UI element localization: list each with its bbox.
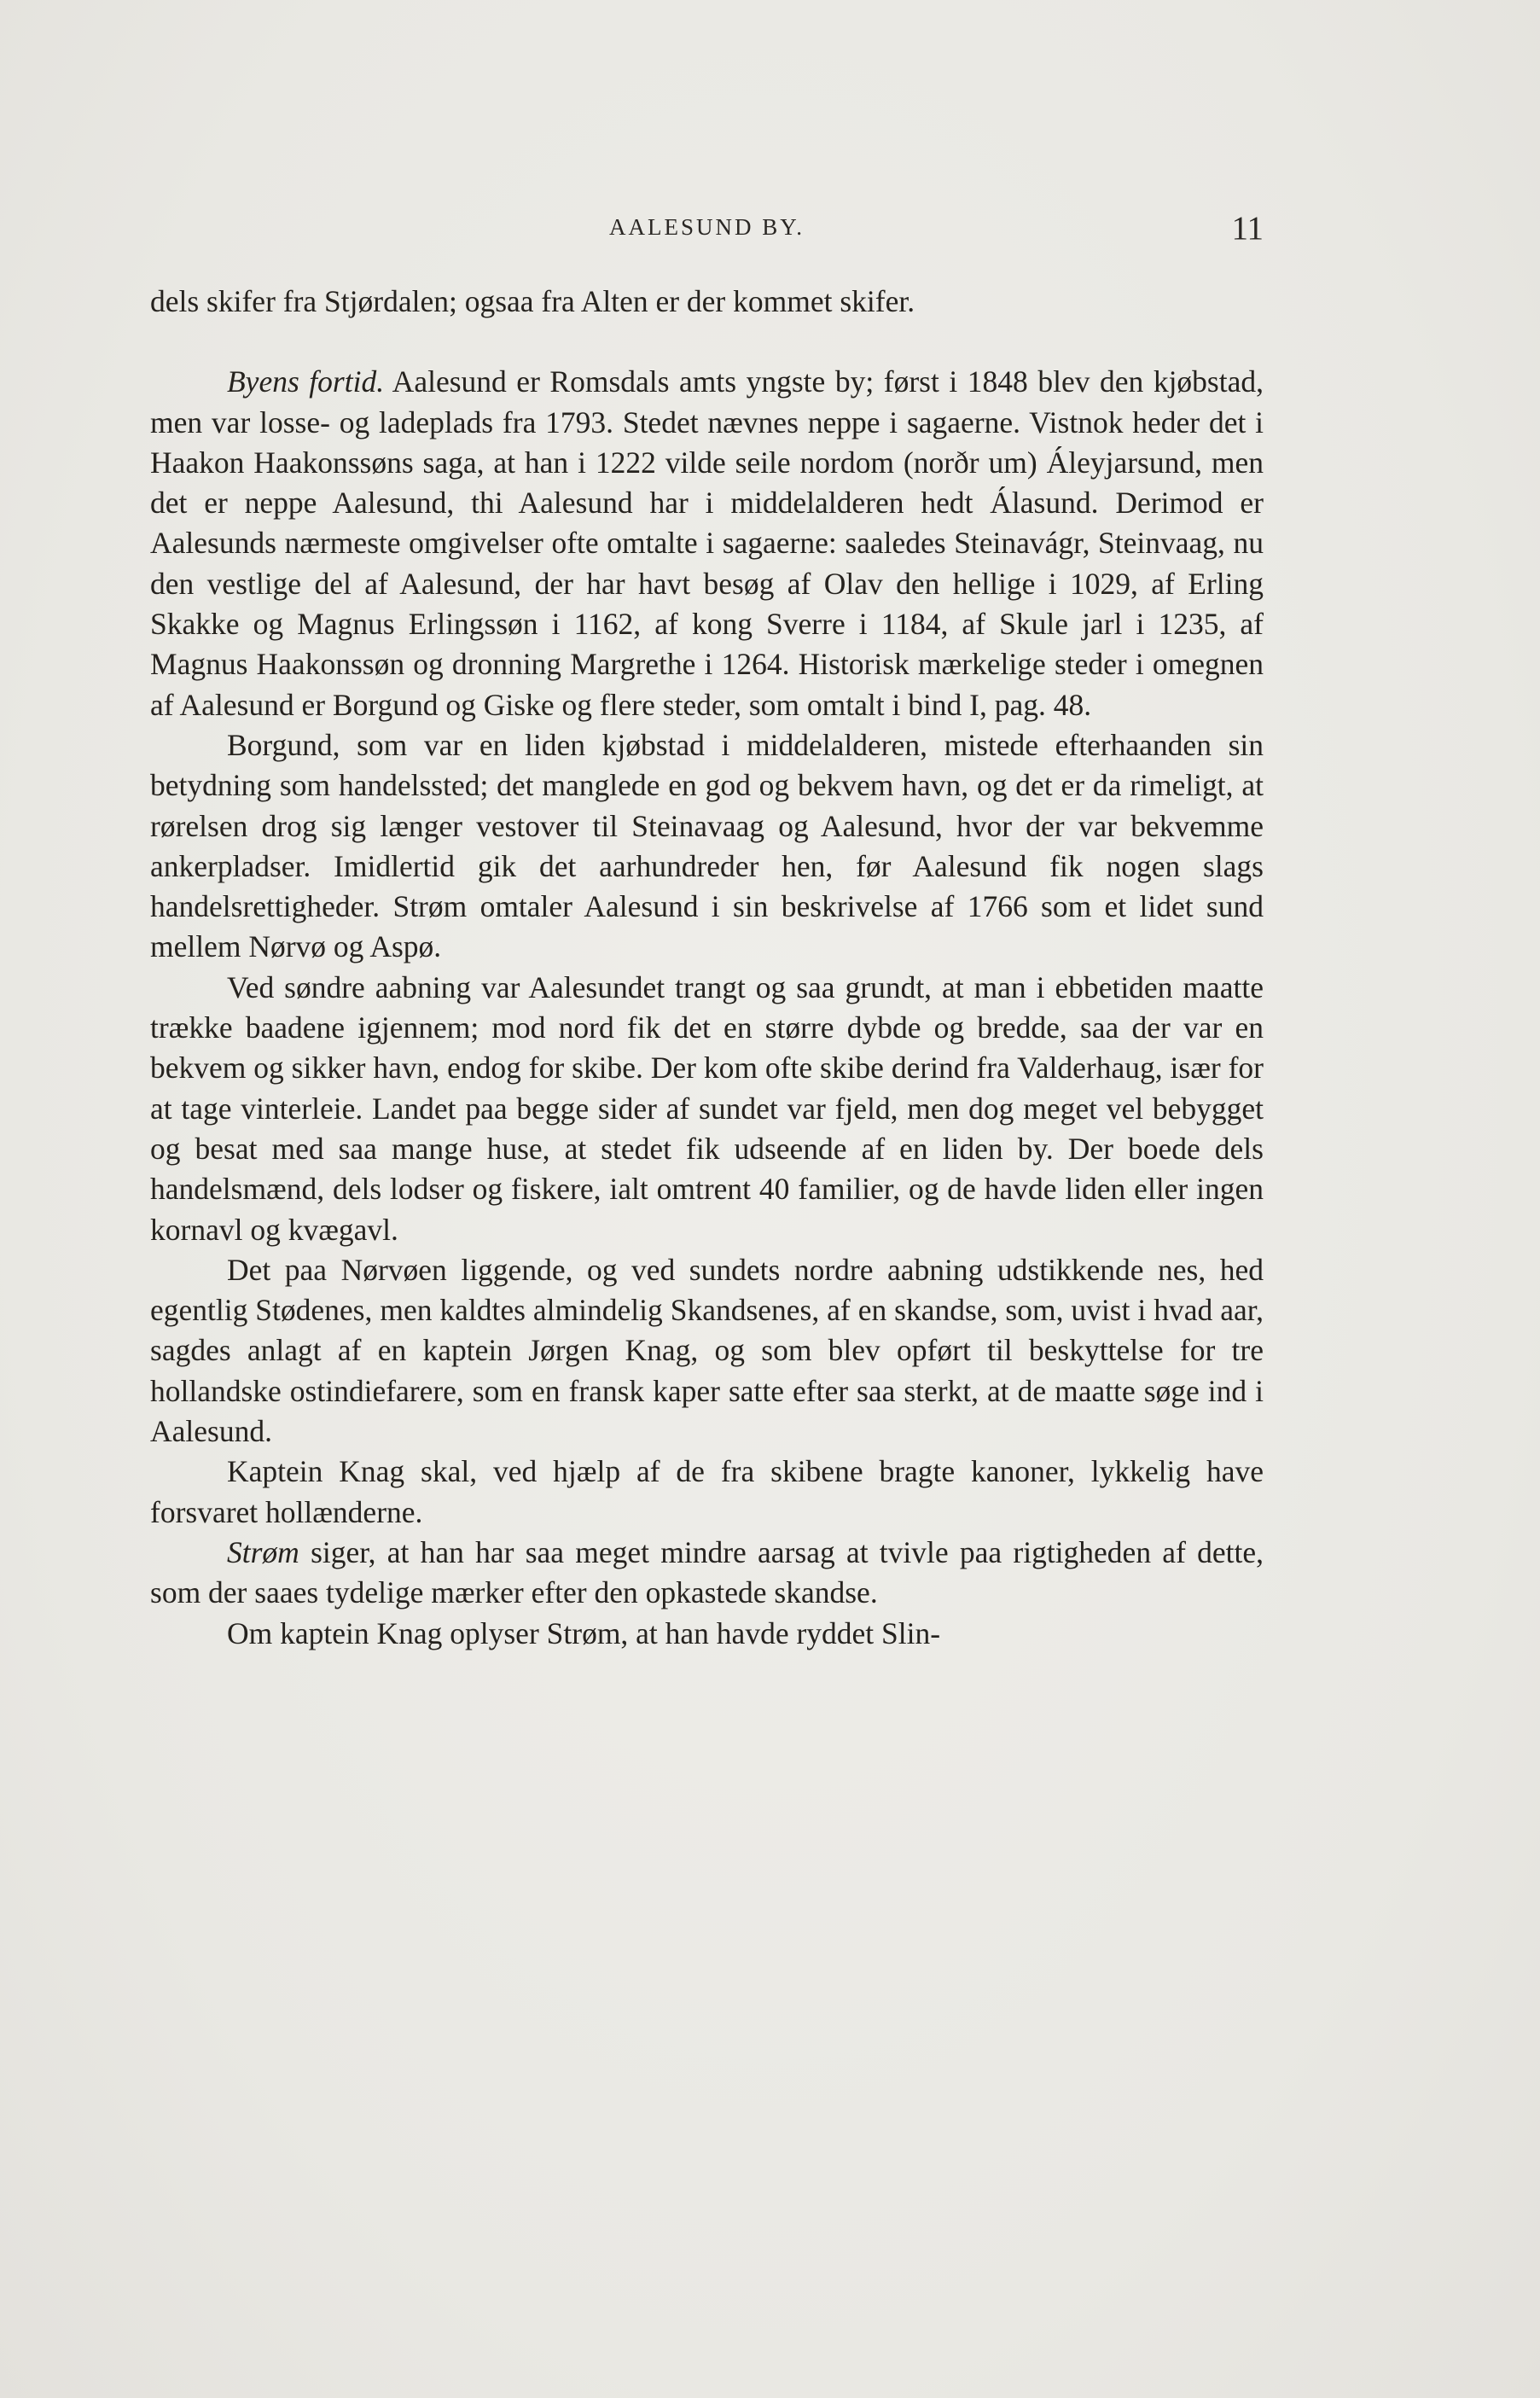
- paragraph-stroem-siger: [150, 1533, 1264, 1614]
- paragraph-borgund: [150, 725, 1264, 968]
- page-header: [150, 209, 1264, 252]
- paragraph-text: Om kaptein Knag oplyser Strøm, at han havde ryddet Slin-: [227, 1615, 941, 1650]
- paragraph-text: Borgund, som var en liden kjøbstad i middelalderen, mistede efterhaanden sin betydning som handelssted; det manglede en god og bekvem havn, og det er da rimeligt, at rørelsen drog sig længer vestover til Steinavaag og Aalesund, hvor der var bekvemme ankerpladser. Imidlertid gik det aarhundreder hen, før Aalesund fik nogen slags handelsrettigheder. Strøm omtaler Aalesund i sin beskrivelse af 1766 som et lidet sund mellem Nørvø og Aspø.: [150, 727, 1264, 964]
- page-number: 11: [1231, 210, 1264, 247]
- paragraph-1: [150, 282, 1264, 322]
- paragraph-soendre-aabning: [150, 968, 1264, 1250]
- paragraph-text: Aalesund er Romsdals amts yngste by; først i 1848 blev den kjøbstad, men var losse- og ladeplads fra 1793. Stedet nævnes neppe i sagaerne. Vistnok heder det i Haakon Haakonssøns saga, at han i 1222 vilde seile nordom (norðr um) Áleyjarsund, men det er neppe Aalesund, thi Aalesund har i middelalderen hedt Álasund. Derimod er Aalesunds nærmeste omgivelser ofte omtalte i sagaerne: saaledes Steinavágr, Steinvaag, nu den vestlige del af Aalesund, der har havt besøg af Olav den hellige i 1029, af Erling Skakke og Magnus Erlingssøn i 1162, af kong Sverre i 1184, af Skule jarl i 1235, af Magnus Haakonssøn og dronning Margrethe i 1264. Historisk mærkelige steder i omegnen af Aalesund er Borgund og Giske og flere steder, som omtalt i bind I, pag. 48.: [150, 364, 1264, 722]
- paragraph-text: siger, at han har saa meget mindre aarsag at tvivle paa rigtigheden af dette, som der saaes tydelige mærker efter den opkastede skandse.: [150, 1534, 1264, 1610]
- paragraph-byens-fortid: [150, 362, 1264, 725]
- body-text: [150, 282, 1264, 1654]
- section-heading: Byens fortid.: [227, 364, 385, 399]
- paragraph-om-kaptein: [150, 1614, 1264, 1654]
- paragraph-text: Kaptein Knag skal, ved hjælp af de fra skibene bragte kanoner, lykkelig have forsvaret hollænderne.: [150, 1454, 1264, 1529]
- paragraph-kaptein-knag: [150, 1452, 1264, 1533]
- paragraph-text: dels skifer fra Stjørdalen; ogsaa fra Alten er der kommet skifer.: [150, 284, 915, 318]
- paragraph-text: Det paa Nørvøen liggende, og ved sundets nordre aabning udstikkende nes, hed egentlig Stødenes, men kaldtes almindelig Skandsenes, af en skandse, som, uvist i hvad aar, sagdes anlagt af en kaptein Jørgen Knag, og som blev opført til beskyttelse for tre hollandske ostindiefarere, som en fransk kaper satte efter saa sterkt, at de maatte søge ind i Aalesund.: [150, 1252, 1264, 1449]
- paragraph-noervoeen: [150, 1250, 1264, 1452]
- paragraph-text: Ved søndre aabning var Aalesundet trangt og saa grundt, at man i ebbetiden maatte trække baadene igjennem; mod nord fik det en større dybde og bredde, saa der var en bekvem og sikker havn, endog for skibe. Der kom ofte skibe derind fra Valderhaug, især for at tage vinterleie. Landet paa begge sider af sundet var fjeld, men dog meget vel bebygget og besat med saa mange huse, at stedet fik udseende af en liden by. Der boede dels handelsmænd, dels lodser og fiskere, ialt omtrent 40 familier, og de havde liden eller ingen kornavl og kvægavl.: [150, 969, 1264, 1247]
- author-name: Strøm: [227, 1534, 299, 1569]
- running-head: AALESUND BY.: [608, 214, 805, 240]
